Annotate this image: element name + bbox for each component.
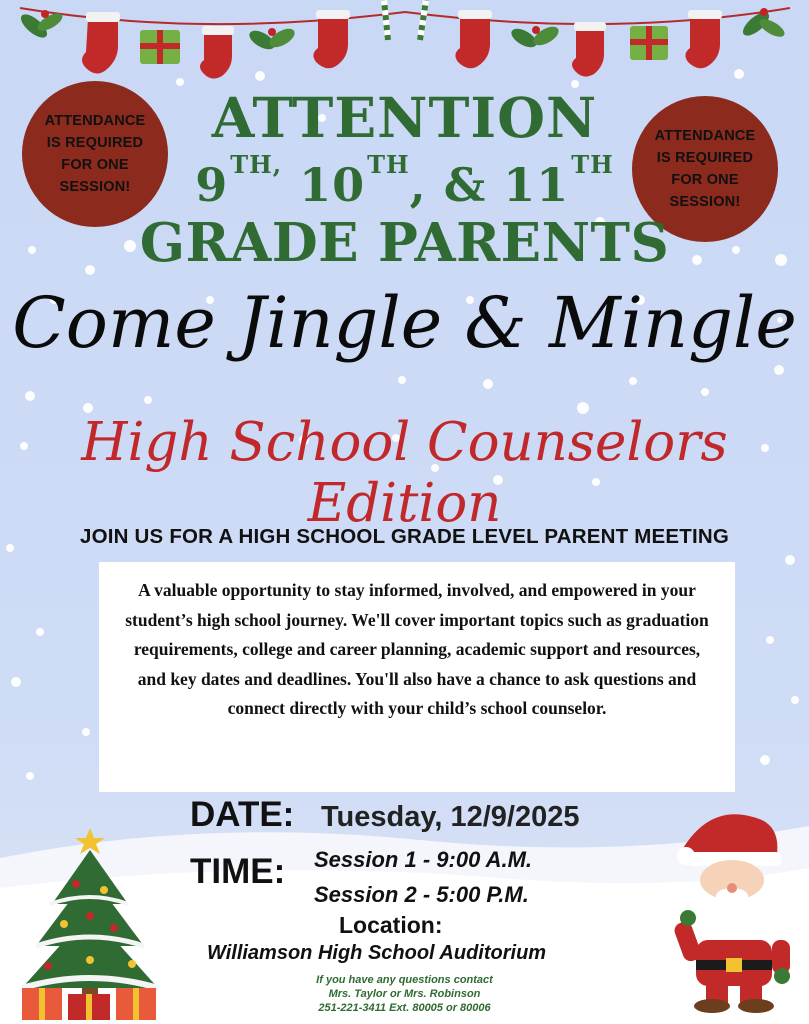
grade-10: 10	[299, 158, 366, 212]
gift-icon	[630, 26, 668, 60]
grade-11-suffix: TH	[571, 150, 614, 179]
stocking-icon	[313, 10, 350, 68]
script-subtitle: High School Counselors Edition	[81, 412, 728, 534]
attention-heading: ATTENTION	[211, 85, 598, 150]
stocking-icon	[685, 10, 722, 68]
holly-icon	[246, 25, 297, 53]
stocking-icon	[82, 12, 120, 74]
contact-line-1: If you have any questions contact	[316, 974, 493, 986]
join-line: JOIN US FOR A HIGH SCHOOL GRADE LEVEL PARENT MEETING	[80, 525, 729, 548]
grades-heading	[0, 150, 809, 212]
attendance-badge-right-text: ATTENDANCE IS REQUIRED FOR ONE SESSION!	[654, 128, 756, 210]
stocking-icon	[455, 10, 492, 68]
attendance-badge-left-text: ATTENDANCE IS REQUIRED FOR ONE SESSION!	[44, 113, 146, 195]
date-value: Tuesday, 12/9/2025	[321, 801, 580, 833]
description-text: A valuable opportunity to stay informed, involved, and empowered in your student’s high school journey. We'll cover important topics such as graduation requirements, college and career planning, academic support and resources, and key dates and deadlines. You'll also have a chance to ask questions and connect directly with your child’s school counselor.	[125, 580, 709, 718]
santa-icon	[672, 800, 798, 1014]
location-label: Location:	[339, 912, 443, 938]
christmas-tree-icon	[16, 824, 166, 1024]
location-value: Williamson High School Auditorium	[207, 942, 547, 964]
candy-cane-icon	[384, 0, 426, 40]
stocking-icon	[200, 26, 234, 79]
date-label: DATE:	[190, 795, 295, 834]
grade-9-suffix: TH,	[230, 150, 283, 179]
description-box	[99, 562, 735, 792]
contact-line-2: Mrs. Taylor or Mrs. Robinson	[328, 988, 481, 1000]
stocking-icon	[572, 22, 606, 77]
grade-parents-heading: GRADE PARENTS	[139, 212, 670, 274]
grade-10-suffix: TH	[367, 150, 410, 179]
gift-icon	[140, 30, 180, 64]
time-label: TIME:	[190, 852, 286, 891]
holly-icon	[508, 23, 561, 51]
grade-11: , & 11	[409, 158, 570, 212]
session-1: Session 1 - 9:00 A.M.	[314, 847, 533, 872]
contact-line-3: 251-221-3411 Ext. 80005 or 80006	[318, 1002, 491, 1014]
session-2: Session 2 - 5:00 P.M.	[314, 882, 529, 907]
holly-icon	[739, 8, 787, 40]
script-title: Come Jingle & Mingle	[12, 282, 797, 364]
grade-9: 9	[195, 158, 229, 212]
holly-icon	[17, 10, 65, 42]
